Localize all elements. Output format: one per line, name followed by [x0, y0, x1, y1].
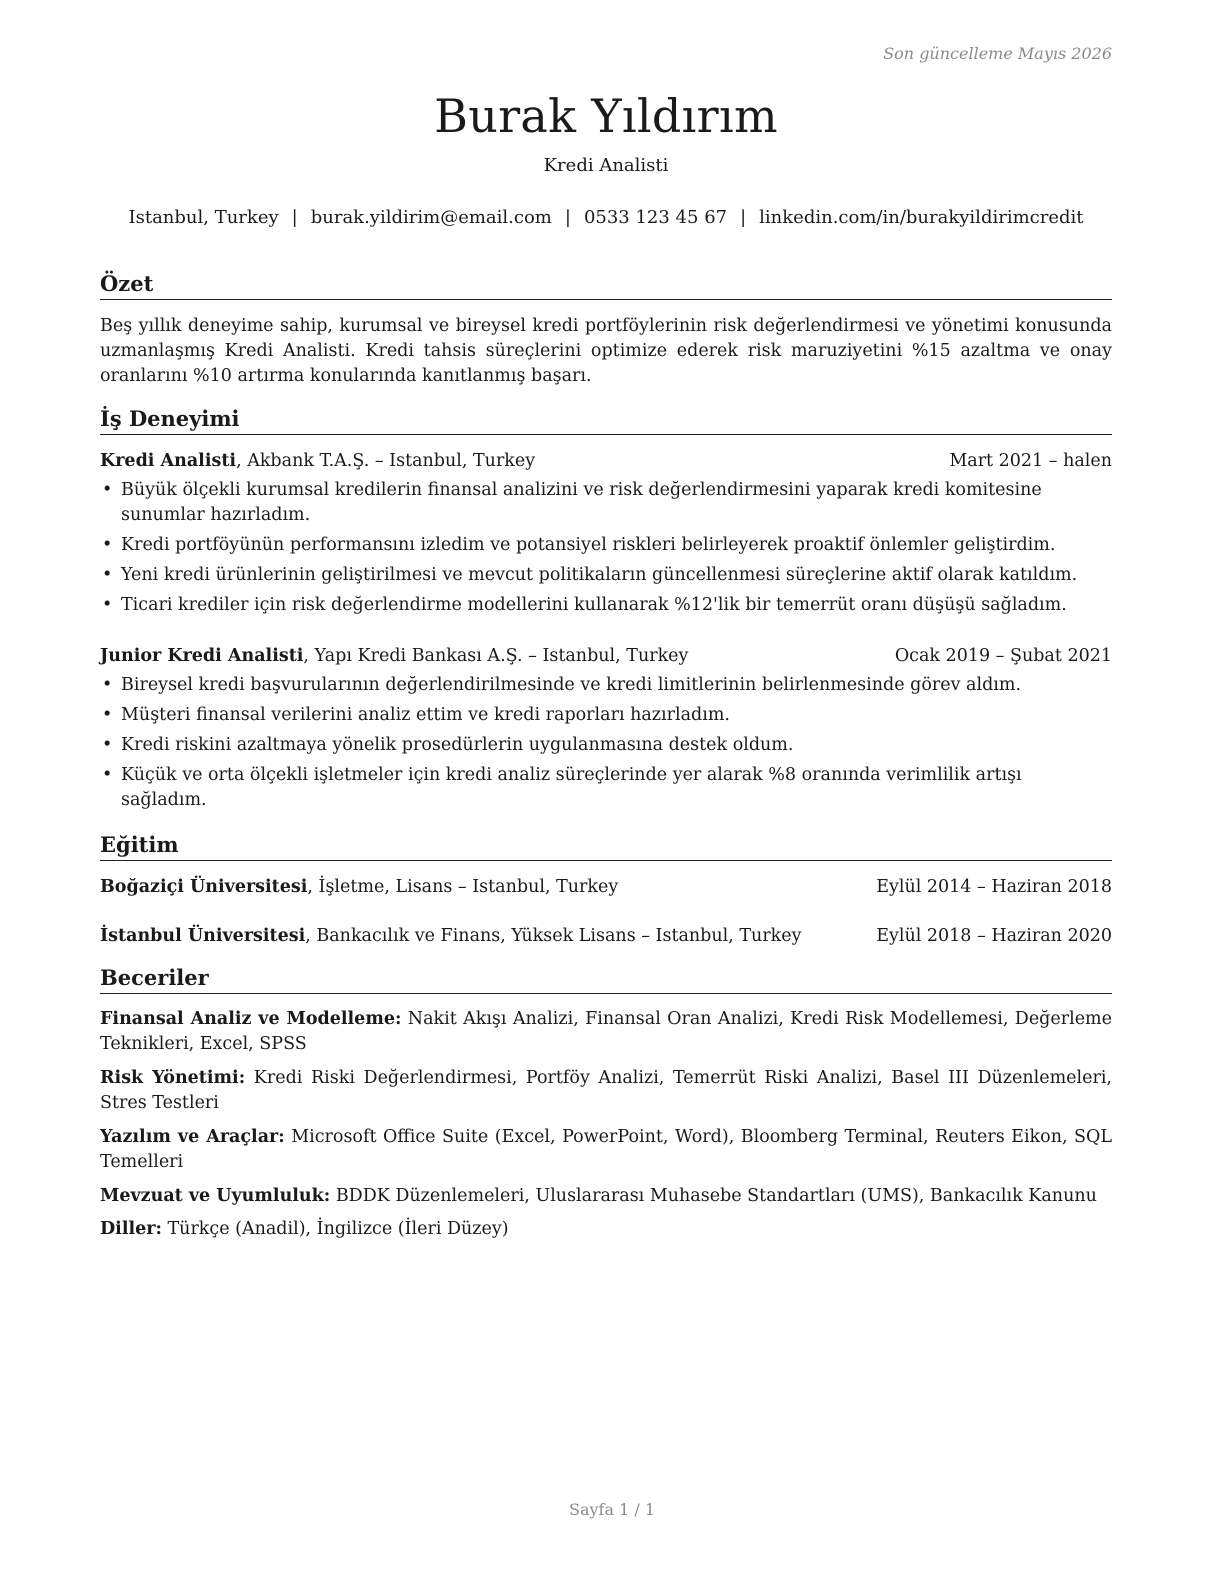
bullet-text: Büyük ölçekli kurumsal kredilerin finansal analizini ve risk değerlendirmesini yaparak kredi komitesine sunumlar hazırladım.: [121, 480, 1042, 525]
summary-text: Beş yıllık deneyime sahip, kurumsal ve bireysel kredi portföylerinin risk değerlendirmesi ve yönetimi konusunda uzmanlaşmış Kredi Analisti. Kredi tahsis süreçlerini optimize ederek risk maruziyetini %15 azaltma ve onay oranlarını %10 artırma konularında kanıtlanmış başarı.: [100, 316, 1112, 386]
skill-item: [100, 1217, 1112, 1242]
contact-linkedin: linkedin.com/in/burakyildirimcredit: [759, 207, 1084, 228]
bullet-text: Kredi portföyünün performansını izledim ve potansiyel riskleri belirleyerek proaktif önlemler geliştirdim.: [121, 535, 1056, 555]
skill-value: Türkçe (Anadil), İngilizce (İleri Düzey): [161, 1219, 509, 1239]
education-entry: [100, 875, 1112, 899]
bullet-marker: •: [102, 480, 113, 500]
education-dates: Eylül 2018 – Haziran 2020: [876, 926, 1112, 946]
job-bullet: [100, 533, 1112, 558]
skill-label: Risk Yönetimi:: [100, 1068, 246, 1088]
bullet-marker: •: [102, 765, 113, 785]
job-header: [100, 644, 1112, 668]
education-line: [100, 924, 802, 948]
contact-separator: |: [740, 207, 747, 228]
skill-value: Kredi Riski Değerlendirmesi, Portföy Analizi, Temerrüt Riski Analizi, Basel III Düzenlemeleri, Stres Testleri: [100, 1068, 1112, 1113]
section-heading-experience: İş Deneyimi: [100, 405, 1112, 435]
bullet-text: Müşteri finansal verilerini analiz ettim ve kredi raporları hazırladım.: [121, 705, 730, 725]
job-role: Kredi Analisti: [100, 451, 237, 471]
job-bullets: [100, 478, 1112, 618]
bullet-marker: •: [102, 595, 113, 615]
job-bullets: [100, 673, 1112, 813]
job-role-line: [100, 449, 535, 473]
skill-item: [100, 1125, 1112, 1175]
skill-value: Nakit Akışı Analizi, Finansal Oran Analizi, Kredi Risk Modellemesi, Değerleme Teknikleri, Excel, SPSS: [100, 1009, 1112, 1054]
contact-location: Istanbul, Turkey: [128, 207, 279, 228]
education-section: [100, 831, 1112, 948]
bullet-text: Yeni kredi ürünlerinin geliştirilmesi ve mevcut politikaların güncellenmesi süreçlerine aktif olarak katıldım.: [121, 565, 1078, 585]
section-heading-skills: Beceriler: [100, 964, 1112, 994]
job-dates: Ocak 2019 – Şubat 2021: [894, 646, 1112, 666]
bullet-marker: •: [102, 735, 113, 755]
job-dates: Mart 2021 – halen: [949, 451, 1112, 471]
contact-separator: |: [564, 207, 571, 228]
last-updated-note: Son güncelleme Mayıs 2026: [883, 44, 1112, 63]
experience-section: [100, 405, 1112, 813]
candidate-title: Kredi Analisti: [543, 155, 669, 176]
education-entry: [100, 924, 1112, 948]
education-school: Boğaziçi Üniversitesi: [100, 877, 308, 897]
skill-label: Yazılım ve Araçlar:: [100, 1127, 285, 1147]
skill-item: [100, 1184, 1112, 1209]
job-bullet: [100, 703, 1112, 728]
education-degree: , Bankacılık ve Finans, Yüksek Lisans – Istanbul, Turkey: [305, 926, 802, 946]
contact-phone: 0533 123 45 67: [583, 207, 728, 228]
job-bullet: [100, 673, 1112, 698]
contact-email: burak.yildirim@email.com: [310, 207, 552, 228]
skill-item: [100, 1007, 1112, 1057]
skill-value: BDDK Düzenlemeleri, Uluslararası Muhasebe Standartları (UMS), Bankacılık Kanunu: [330, 1186, 1097, 1206]
skill-item: [100, 1066, 1112, 1116]
job-header: [100, 449, 1112, 473]
job-company: , Yapı Kredi Bankası A.Ş. – Istanbul, Turkey: [303, 646, 689, 666]
job-role: Junior Kredi Analisti: [100, 646, 304, 666]
bullet-text: Ticari krediler için risk değerlendirme modellerini kullanarak %12'lik bir temerrüt oranı düşüşü sağladım.: [121, 595, 1067, 615]
bullet-marker: •: [102, 565, 113, 585]
job-company: , Akbank T.A.Ş. – Istanbul, Turkey: [236, 451, 536, 471]
education-degree: , İşletme, Lisans – Istanbul, Turkey: [307, 877, 619, 897]
skill-label: Diller:: [100, 1219, 162, 1239]
section-heading-summary: Özet: [100, 270, 1112, 300]
job-entry: [100, 449, 1112, 618]
skill-label: Finansal Analiz ve Modelleme:: [100, 1009, 402, 1029]
job-bullet: [100, 593, 1112, 618]
job-role-line: [100, 644, 688, 668]
section-heading-education: Eğitim: [100, 831, 1112, 861]
job-bullet: [100, 733, 1112, 758]
contact-line: [100, 206, 1112, 230]
skill-label: Mevzuat ve Uyumluluk:: [100, 1186, 331, 1206]
skills-section: [100, 964, 1112, 1242]
job-entry: [100, 644, 1112, 813]
education-dates: Eylül 2014 – Haziran 2018: [876, 877, 1112, 897]
bullet-text: Küçük ve orta ölçekli işletmeler için kredi analiz süreçlerinde yer alarak %8 oranında verimlilik artışı sağladım.: [121, 765, 1022, 810]
education-line: [100, 875, 618, 899]
contact-separator: |: [291, 207, 298, 228]
page-number: Sayfa 1 / 1: [568, 1500, 655, 1519]
bullet-text: Bireysel kredi başvurularının değerlendirilmesinde ve kredi limitlerinin belirlenmesinde görev aldım.: [121, 675, 1022, 695]
job-bullet: [100, 763, 1112, 813]
candidate-name: Burak Yıldırım: [434, 89, 778, 143]
bullet-marker: •: [102, 675, 113, 695]
bullet-marker: •: [102, 705, 113, 725]
job-bullet: [100, 478, 1112, 528]
education-school: İstanbul Üniversitesi: [100, 926, 306, 946]
bullet-marker: •: [102, 535, 113, 555]
bullet-text: Kredi riskini azaltmaya yönelik prosedürlerin uygulanmasına destek oldum.: [121, 735, 794, 755]
job-bullet: [100, 563, 1112, 588]
summary-section: [100, 270, 1112, 389]
skill-value: Microsoft Office Suite (Excel, PowerPoint, Word), Bloomberg Terminal, Reuters Eikon, SQL Temelleri: [100, 1127, 1112, 1172]
